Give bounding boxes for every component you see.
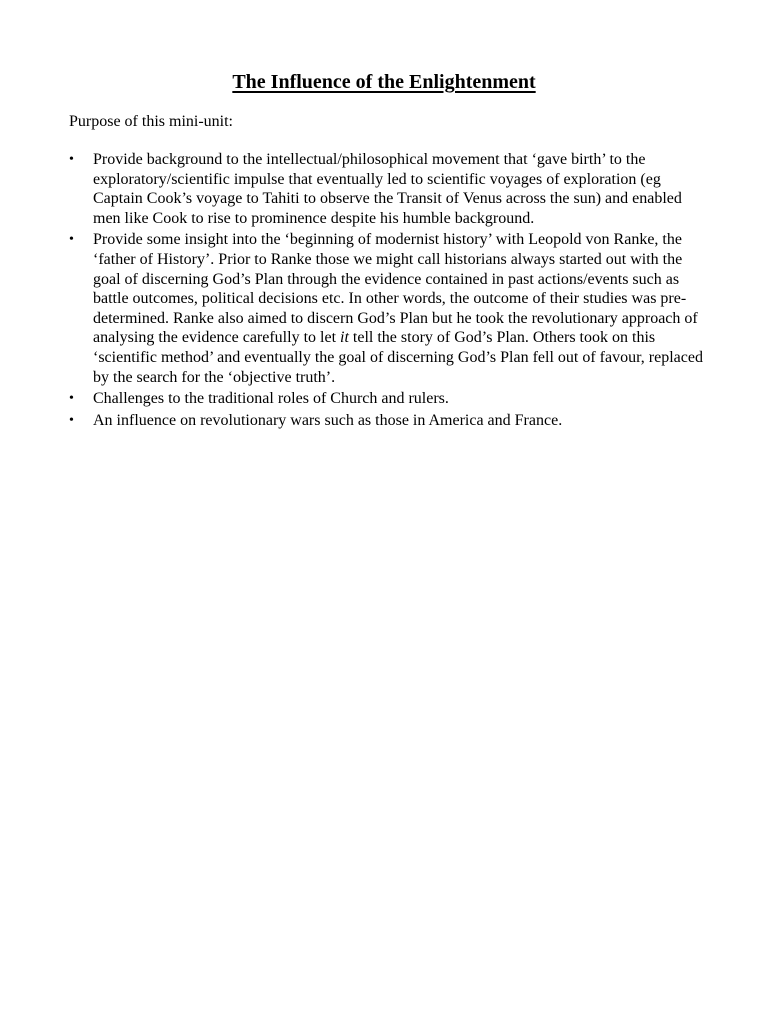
emphasized-word: it: [340, 329, 349, 347]
bullet-text: Provide background to the intellectual/philosophical movement that ‘gave birth’ to the exploratory/scientific impulse that eventually led to scientific voyages of exploration (eg Captain Cook’s voyage to Tahiti to observe the Transit of Venus across the sun) and enabled men like Cook to rise to prominence despite his humble background.: [93, 151, 682, 227]
purpose-bullet-list: [69, 150, 709, 432]
bullet-item-revolutionary-wars: [69, 411, 709, 431]
bullet-item-church-rulers: [69, 389, 709, 409]
bullet-icon: •: [69, 391, 74, 407]
bullet-icon: •: [69, 412, 74, 428]
bullet-item-background: [69, 150, 709, 228]
bullet-text: An influence on revolutionary wars such as those in America and France.: [93, 411, 563, 429]
purpose-label: Purpose of this mini-unit:: [69, 113, 233, 130]
bullet-text: [93, 230, 709, 387]
bullet-text: Challenges to the traditional roles of Church and rulers.: [93, 390, 449, 408]
bullet-text-part: Provide some insight into the ‘beginning of modernist history’ with Leopold von Ranke, the ‘father of History’. Prior to Ranke those we might call historians always started out with the goal of discerning God’s Plan through the evidence contained in past actions/events such as battle outcomes, political decisions etc. In other words, the outcome of their studies was pre-determined. Ranke also aimed to discern God’s Plan but he took the revolutionary approach of analysing the evidence carefully to let: [93, 231, 698, 347]
document-title: The Influence of the Enlightenment: [232, 71, 536, 93]
bullet-icon: •: [69, 152, 74, 167]
bullet-item-ranke: [69, 230, 709, 387]
bullet-text-part: tell the story of God’s Plan. Others took on this ‘scientific method’ and eventually the goal of discerning God’s Plan fell out of favour, replaced by the search for the ‘objective truth’.: [93, 329, 703, 386]
bullet-icon: •: [69, 232, 74, 248]
